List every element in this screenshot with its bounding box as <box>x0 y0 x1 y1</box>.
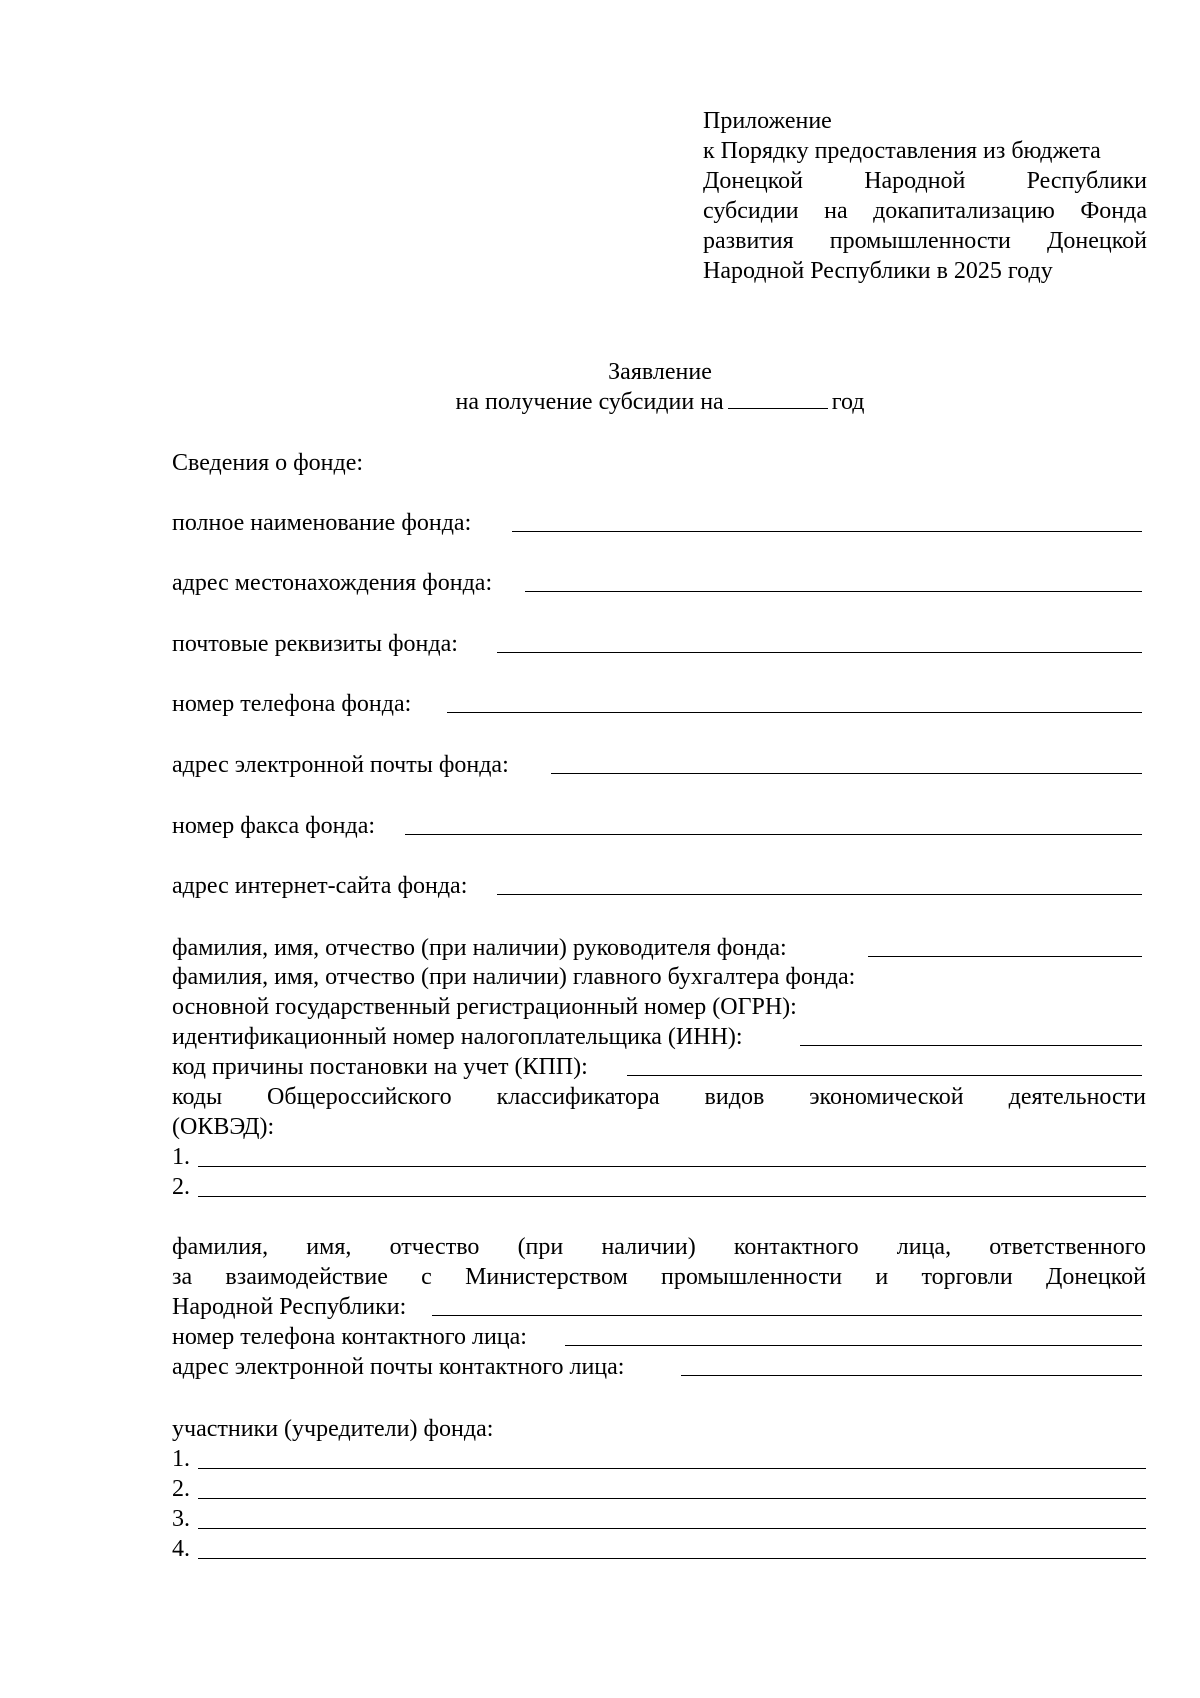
document-title: Заявление <box>608 359 712 385</box>
contact-phone-label: номер телефона контактного лица: <box>172 1324 527 1350</box>
annex-line: субсидии на докапитализацию Фонда <box>703 198 1147 224</box>
okved-item-number: 1. <box>172 1144 190 1170</box>
okved-item-number: 2. <box>172 1174 190 1200</box>
annex-line: развития промышленности Донецкой <box>703 228 1147 254</box>
fund-website-label: адрес интернет-сайта фонда: <box>172 873 468 899</box>
fund-phone-label: номер телефона фонда: <box>172 691 412 717</box>
inn-field[interactable] <box>800 1045 1142 1046</box>
annex-line: к Порядку предоставления из бюджета <box>703 138 1101 164</box>
founders-title: участники (учредители) фонда: <box>172 1416 494 1442</box>
founder-item-number: 4. <box>172 1536 190 1562</box>
contact-email-field[interactable] <box>681 1375 1142 1376</box>
kpp-label: код причины постановки на учет (КПП): <box>172 1054 588 1080</box>
annex-line: Народной Республики в 2025 году <box>703 258 1053 284</box>
contact-label-line1: фамилия, имя, отчество (при наличии) контактного лица, ответственного <box>172 1234 1146 1260</box>
annex-line: Приложение <box>703 108 832 134</box>
fund-email-field[interactable] <box>551 773 1142 774</box>
contact-label-line3: Народной Республики: <box>172 1294 407 1320</box>
subtitle-year-word: год <box>831 389 865 415</box>
fund-postal-field[interactable] <box>497 652 1142 653</box>
head-name-label: фамилия, имя, отчество (при наличии) руководителя фонда: <box>172 935 787 961</box>
contact-name-field[interactable] <box>432 1315 1142 1316</box>
okved-item-field[interactable] <box>198 1166 1146 1167</box>
founder-item-number: 2. <box>172 1476 190 1502</box>
founder-item-field[interactable] <box>198 1558 1146 1559</box>
subtitle-text: на получение субсидии на <box>455 389 724 415</box>
kpp-field[interactable] <box>627 1075 1142 1076</box>
annex-line: Донецкой Народной Республики <box>703 168 1147 194</box>
contact-label-line2: за взаимодействие с Министерством промышленности и торговли Донецкой <box>172 1264 1146 1290</box>
document-subtitle <box>0 386 1200 417</box>
fund-full-name-label: полное наименование фонда: <box>172 510 472 536</box>
fund-fax-field[interactable] <box>405 834 1142 835</box>
founder-item-field[interactable] <box>198 1468 1146 1469</box>
fund-email-label: адрес электронной почты фонда: <box>172 752 509 778</box>
fund-fax-label: номер факса фонда: <box>172 813 376 839</box>
founder-item-field[interactable] <box>198 1528 1146 1529</box>
okved-item-field[interactable] <box>198 1196 1146 1197</box>
founder-item-number: 1. <box>172 1446 190 1472</box>
ogrn-label: основной государственный регистрационный номер (ОГРН): <box>172 994 797 1020</box>
fund-postal-label: почтовые реквизиты фонда: <box>172 631 458 657</box>
fund-address-field[interactable] <box>525 591 1142 592</box>
founder-item-number: 3. <box>172 1506 190 1532</box>
fund-full-name-field[interactable] <box>512 531 1142 532</box>
fund-phone-field[interactable] <box>447 712 1142 713</box>
year-blank[interactable] <box>728 386 828 409</box>
founder-item-field[interactable] <box>198 1498 1146 1499</box>
contact-email-label: адрес электронной почты контактного лица: <box>172 1354 625 1380</box>
okved-label-line1: коды Общероссийского классификатора видов экономической деятельности <box>172 1084 1146 1110</box>
fund-address-label: адрес местонахождения фонда: <box>172 570 493 596</box>
accountant-name-label: фамилия, имя, отчество (при наличии) главного бухгалтера фонда: <box>172 964 856 990</box>
head-name-field[interactable] <box>868 956 1142 957</box>
annex-block <box>703 106 1147 286</box>
inn-label: идентификационный номер налогоплательщика (ИНН): <box>172 1024 743 1050</box>
fund-section-title: Сведения о фонде: <box>172 450 364 476</box>
contact-phone-field[interactable] <box>565 1345 1142 1346</box>
fund-website-field[interactable] <box>497 894 1142 895</box>
okved-label-line2: (ОКВЭД): <box>172 1114 275 1140</box>
